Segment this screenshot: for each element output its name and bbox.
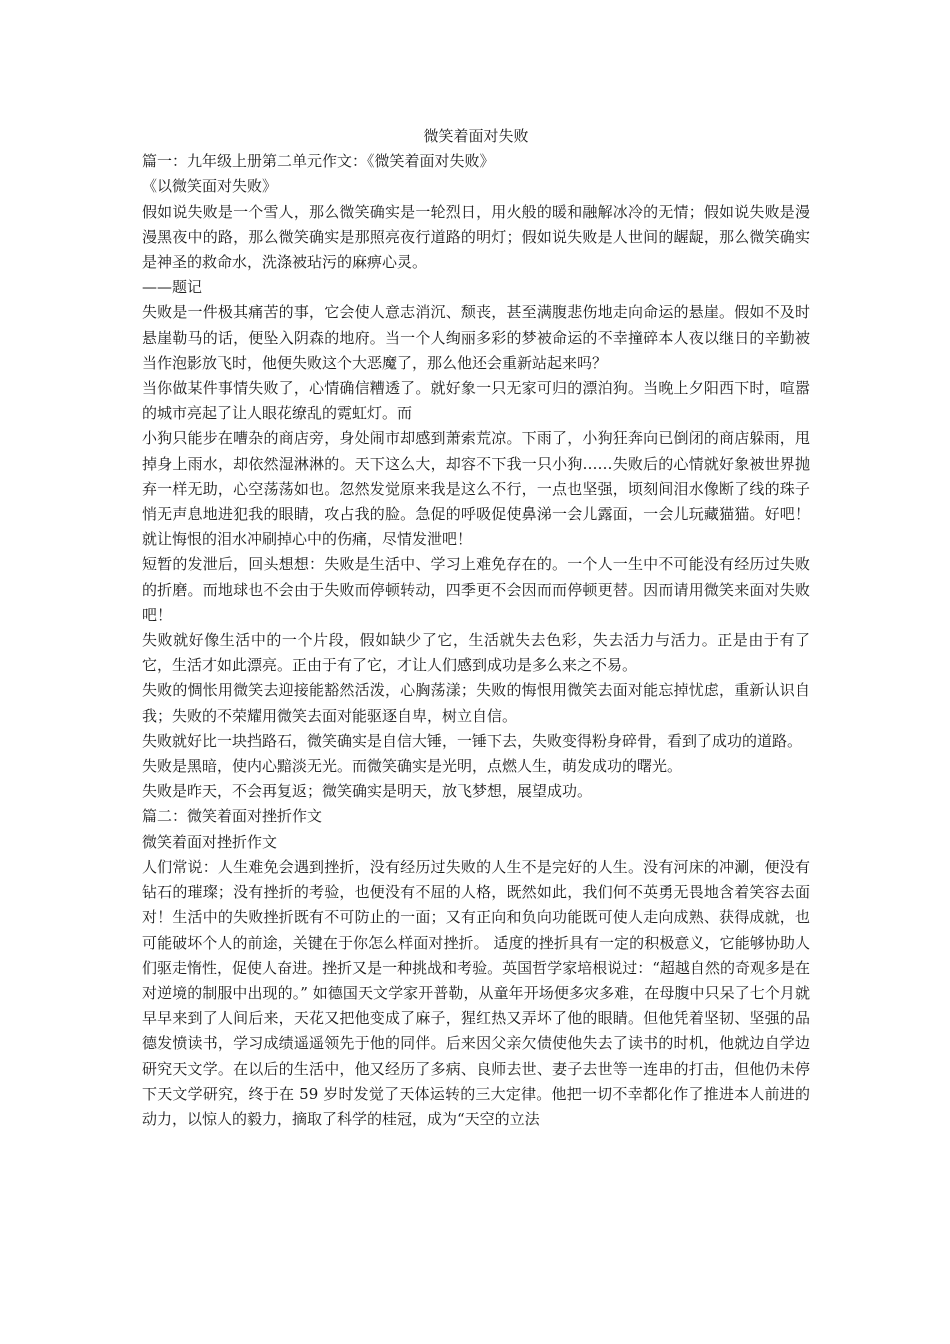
paragraph: 人们常说：人生难免会遇到挫折，没有经历过失败的人生不是完好的人生。没有河床的冲涮，便没有钻石的璀璨；没有挫折的考验，也便没有不屈的人格，既然如此，我们何不英勇无畏地含着笑容去面对！生活中的失败挫折既有不可防止的一面；又有正向和负向功能既可使人走向成熟、获得成就，也可能破坏个人的前途，关键在于你怎么样面对挫折。 适度的挫折具有一定的积极意义，它能够协助人们驱走惰性，促使人奋进。挫折又是一种挑战和考验。英国哲学家培根说过：“超越自然的奇观多是在对逆境的制服中出现的。” 如德国天文学家开普勒，从童年开场便多灾多难，在母腹中只呆了七个月就早早来到了人间后来，天花又把他变成了麻子，猩红热又弄坏了他的眼睛。但他凭着坚韧、坚强的品德发愤读书，学习成绩遥遥领先于他的同伴。后来因父亲欠债使他失去了读书的时机，他就边自学边研究天文学。在以后的生活中，他又经历了多病、良师去世、妻子去世等一连串的打击，但他仍未停下天文学研究，终于在 59 岁时发觉了天体运转的三大定律。他把一切不幸都化作了推进本人前进的动力，以惊人的毅力，摘取了科学的桂冠，成为“天空的立法 [142,857,810,1128]
paragraph: 失败就好像生活中的一个片段，假如缺少了它，生活就失去色彩，失去活力与活力。正是由于有了它，生活才如此漂亮。正由于有了它，才让人们感到成功是多么来之不易。 [142,631,810,675]
paragraph: 失败是一件极其痛苦的事，它会使人意志消沉、颓丧，甚至满腹悲伤地走向命运的悬崖。假如不及时悬崖勒马的话，便坠入阴森的地府。当一个人绚丽多彩的梦被命运的不幸撞碎本人夜以继日的辛勤被当作泡影放飞时，他便失败这个大恶魔了，那么他还会重新站起来吗？ [142,303,810,372]
paragraph: 小狗只能步在嘈杂的商店旁，身处闹市却感到萧索荒凉。下雨了，小狗狂奔向已倒闭的商店躲雨，甩掉身上雨水，却依然湿淋淋的。天下这么大，却容不下我一只小狗……失败后的心情就好象被世界抛弃一样无助，心空荡荡如也。忽然发觉原来我是这么不行，一点也坚强，顷刻间泪水像断了线的珠子悄无声息地进犯我的眼睛，攻占我的脸。急促的呼吸促使鼻涕一会儿露面，一会儿玩藏猫猫。好吧！就让悔恨的泪水冲刷掉心中的伤痛，尽情发泄吧！ [142,429,810,549]
document-title: 微笑着面对失败 [423,127,529,145]
paragraph: 失败的惆怅用微笑去迎接能豁然活泼，心胸荡漾；失败的悔恨用微笑去面对能忘掉忧虑，重新认识自我；失败的不荣耀用微笑去面对能驱逐自卑，树立自信。 [142,681,810,725]
paragraph-pian1-heading: 篇一：九年级上册第二单元作文：《微笑着面对失败》 [142,152,495,171]
document-page [142,124,810,1132]
paragraph: 假如说失败是一个雪人，那么微笑确实是一轮烈日，用火般的暖和融解冰冷的无情；假如说失败是漫漫黑夜中的路，那么微笑确实是那照亮夜行道路的明灯；假如说失败是人世间的龌龊，那么微笑确实是神圣的救命水，洗涤被玷污的麻痹心灵。 [142,202,810,272]
paragraph: 短暂的发泄后，回头想想：失败是生活中、学习上难免存在的。一个人一生中不可能没有经历过失败的折磨。而地球也不会由于失败而停顿转动，四季更不会因而而停顿更替。因而请用微笑来面对失败吧！ [142,555,810,624]
paragraph-epigraph-note: ——题记 [142,278,203,297]
paragraph: 当你做某件事情失败了，心情确信糟透了。就好象一只无家可归的漂泊狗。当晚上夕阳西下时，喧嚣的城市亮起了让人眼花缭乱的霓虹灯。而 [142,379,810,423]
paragraph: 失败是黑暗，使内心黯淡无光。而微笑确实是光明，点燃人生，萌发成功的曙光。 [142,757,683,776]
paragraph: 失败就好比一块挡路石，微笑确实是自信大锤，一锤下去，失败变得粉身碎骨，看到了成功的道路。 [142,731,803,750]
paragraph: 失败是昨天，不会再复返；微笑确实是明天，放飞梦想，展望成功。 [142,782,593,801]
paragraph-subtitle: 微笑着面对挫折作文 [142,832,278,851]
paragraph-subtitle: 《以微笑面对失败》 [142,177,278,196]
paragraph-pian2-heading: 篇二：微笑着面对挫折作文 [142,807,323,826]
